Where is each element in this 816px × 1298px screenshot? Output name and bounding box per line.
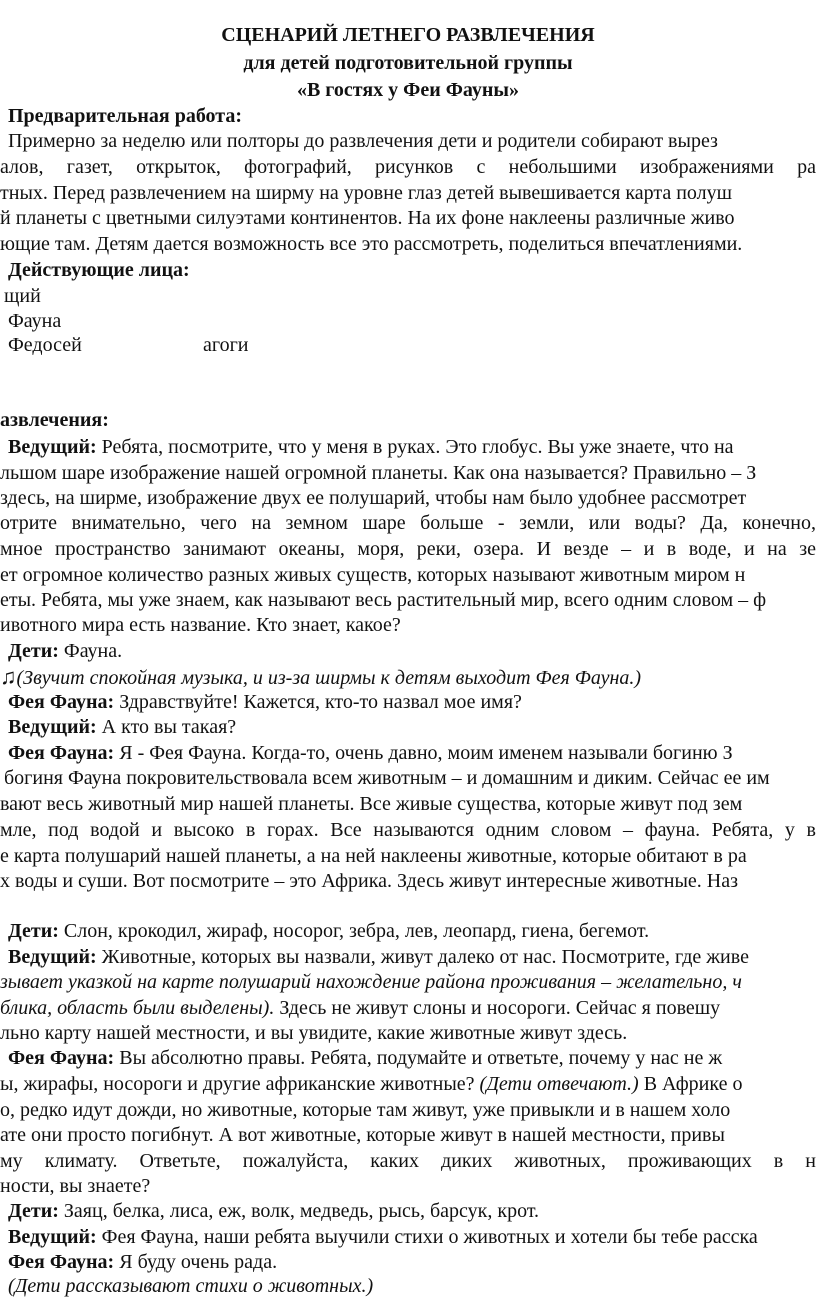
stage-direction: блика, область были выделены). xyxy=(0,997,275,1019)
body-line: х воды и суши. Вот посмотрите – это Африка. Здесь живут интересные животные. Наз xyxy=(0,870,738,892)
event-heading: азвлечения: xyxy=(0,409,109,431)
body-line: еты. Ребята, мы уже знаем, как называют весь растительный мир, всего одним словом – ф xyxy=(0,589,767,611)
host-speech: А кто вы такая? xyxy=(101,716,237,738)
fairy-speech: ы, жирафы, носороги и другие африканские животные? xyxy=(0,1073,475,1095)
body-line: ате они просто погибнут. А вот животные, которые живут в нашей местности, привы xyxy=(0,1124,725,1146)
body-line: льшом шаре изображение нашей огромной планеты. Как она называется? Правильно – З xyxy=(0,462,757,484)
prep-line: й планеты с цветными силуэтами континентов. На их фоне наклеены различные живо xyxy=(0,207,735,229)
body-line: льно карту нашей местности, и вы увидите, какие животные живут здесь. xyxy=(0,1022,628,1044)
fairy-line xyxy=(8,742,733,765)
kids-answer: Фауна. xyxy=(63,640,123,662)
prep-line: ющие там. Детям дается возможность все это рассмотреть, поделиться впечатлениями. xyxy=(0,233,743,255)
kids-answer: Слон, крокодил, жираф, носорог, зебра, лев, леопард, гиена, бегемот. xyxy=(63,920,650,942)
kids-line xyxy=(8,640,122,663)
character-item: щий xyxy=(4,285,41,307)
speaker-kids: Дети: xyxy=(8,1200,59,1222)
characters-heading: Действующие лица: xyxy=(8,259,190,281)
character-item-extra: агоги xyxy=(203,334,249,356)
prep-line: Примерно за неделю или полторы до развлечения дети и родители собирают вырез xyxy=(8,130,718,152)
speaker-kids: Дети: xyxy=(8,920,59,942)
fairy-speech: В Африке о xyxy=(643,1073,743,1095)
prep-line: алов, газет, открыток, фотографий, рисунков с небольшими изображениями ра xyxy=(0,156,816,178)
stage-direction: (Дети отвечают.) xyxy=(479,1073,639,1095)
body-line: ности, вы знаете? xyxy=(0,1175,151,1197)
body-line: мле, под водой и высоко в горах. Все называются одним словом – фауна. Ребята, у в xyxy=(0,819,816,841)
host-line xyxy=(8,946,749,969)
stage-direction: (Дети рассказывают стихи о животных.) xyxy=(8,1275,374,1297)
fairy-speech: Я буду очень рада. xyxy=(119,1251,278,1273)
body-line: здесь, на ширме, изображение двух ее полушарий, чтобы нам было удобнее рассмотрет xyxy=(0,487,747,509)
document-subtitle: для детей подготовительной группы xyxy=(243,52,573,74)
speaker-fairy: Фея Фауна: xyxy=(8,1251,115,1273)
speaker-fairy: Фея Фауна: xyxy=(8,742,115,764)
body-line: му климату. Ответьте, пожалуйста, каких диких животных, проживающих в н xyxy=(0,1150,816,1172)
document-title: СЦЕНАРИЙ ЛЕТНЕГО РАЗВЛЕЧЕНИЯ xyxy=(221,24,595,46)
host-line xyxy=(8,716,236,739)
speaker-host: Ведущий: xyxy=(8,436,97,458)
speaker-fairy: Фея Фауна: xyxy=(8,691,115,713)
speaker-host: Ведущий: xyxy=(8,946,97,968)
host-line xyxy=(8,436,734,459)
music-note-icon: ♫ xyxy=(0,664,17,689)
stage-direction: (Звучит спокойная музыка, и из-за ширмы к детям выходит Фея Фауна.) xyxy=(16,667,642,689)
fairy-speech: Я - Фея Фауна. Когда-то, очень давно, моим именем называли богиню З xyxy=(119,742,733,764)
body-line: отрите внимательно, чего на земном шаре больше - земли, или воды? Да, конечно, xyxy=(0,512,816,534)
host-speech: Фея Фауна, наши ребята выучили стихи о животных и хотели бы тебе расска xyxy=(101,1226,758,1248)
speaker-host: Ведущий: xyxy=(8,716,97,738)
host-speech: Здесь не живут слоны и носороги. Сейчас я повешу xyxy=(279,997,721,1019)
fairy-speech: Здравствуйте! Кажется, кто-то назвал мое имя? xyxy=(119,691,522,713)
host-intro: Ребята, посмотрите, что у меня в руках. Это глобус. Вы уже знаете, что на xyxy=(101,436,734,458)
body-line: е карта полушарий нашей планеты, а на ней наклеены животные, которые обитают в ра xyxy=(0,845,747,867)
speaker-fairy: Фея Фауна: xyxy=(8,1047,115,1069)
prep-heading: Предварительная работа: xyxy=(8,105,243,127)
fairy-speech: Вы абсолютно правы. Ребята, подумайте и ответьте, почему у нас не ж xyxy=(119,1047,723,1069)
body-line: ет огромное количество разных живых существ, которых называют животным миром н xyxy=(0,564,746,586)
body-line xyxy=(0,1073,742,1096)
kids-answer: Заяц, белка, лиса, еж, волк, медведь, рысь, барсук, крот. xyxy=(63,1200,540,1222)
character-item: Фауна xyxy=(8,310,62,332)
stage-direction: зывает указкой на карте полушарий нахождение района проживания – желательно, ч xyxy=(0,971,742,993)
speaker-host: Ведущий: xyxy=(8,1226,97,1248)
body-line: о, редко идут дожди, но животные, которые там живут, уже привыкли и в нашем холо xyxy=(0,1099,731,1121)
fairy-line xyxy=(8,691,522,714)
body-line: ивотного мира есть название. Кто знает, какое? xyxy=(0,614,401,636)
fairy-line xyxy=(8,1047,722,1070)
host-speech: Животные, которых вы назвали, живут далеко от нас. Посмотрите, где живе xyxy=(101,946,749,968)
prep-line: тных. Перед развлечением на ширму на уровне глаз детей вывешивается карта полуш xyxy=(0,182,733,204)
music-line xyxy=(0,664,641,690)
kids-line xyxy=(8,920,649,943)
host-line xyxy=(8,1226,758,1249)
body-line: мное пространство занимают океаны, моря, реки, озера. И везде – и в воде, и на зе xyxy=(0,538,816,560)
event-name: «В гостях у Феи Фауны» xyxy=(296,79,520,101)
character-item: Федосей xyxy=(8,334,82,356)
body-line: богиня Фауна покровительствовала всем животным – и домашним и диким. Сейчас ее им xyxy=(4,767,770,789)
body-line: вают весь животный мир нашей планеты. Все живые существа, которые живут под зем xyxy=(0,793,743,815)
speaker-kids: Дети: xyxy=(8,640,59,662)
fairy-line xyxy=(8,1251,277,1274)
body-line xyxy=(0,997,720,1020)
kids-line xyxy=(8,1200,539,1223)
